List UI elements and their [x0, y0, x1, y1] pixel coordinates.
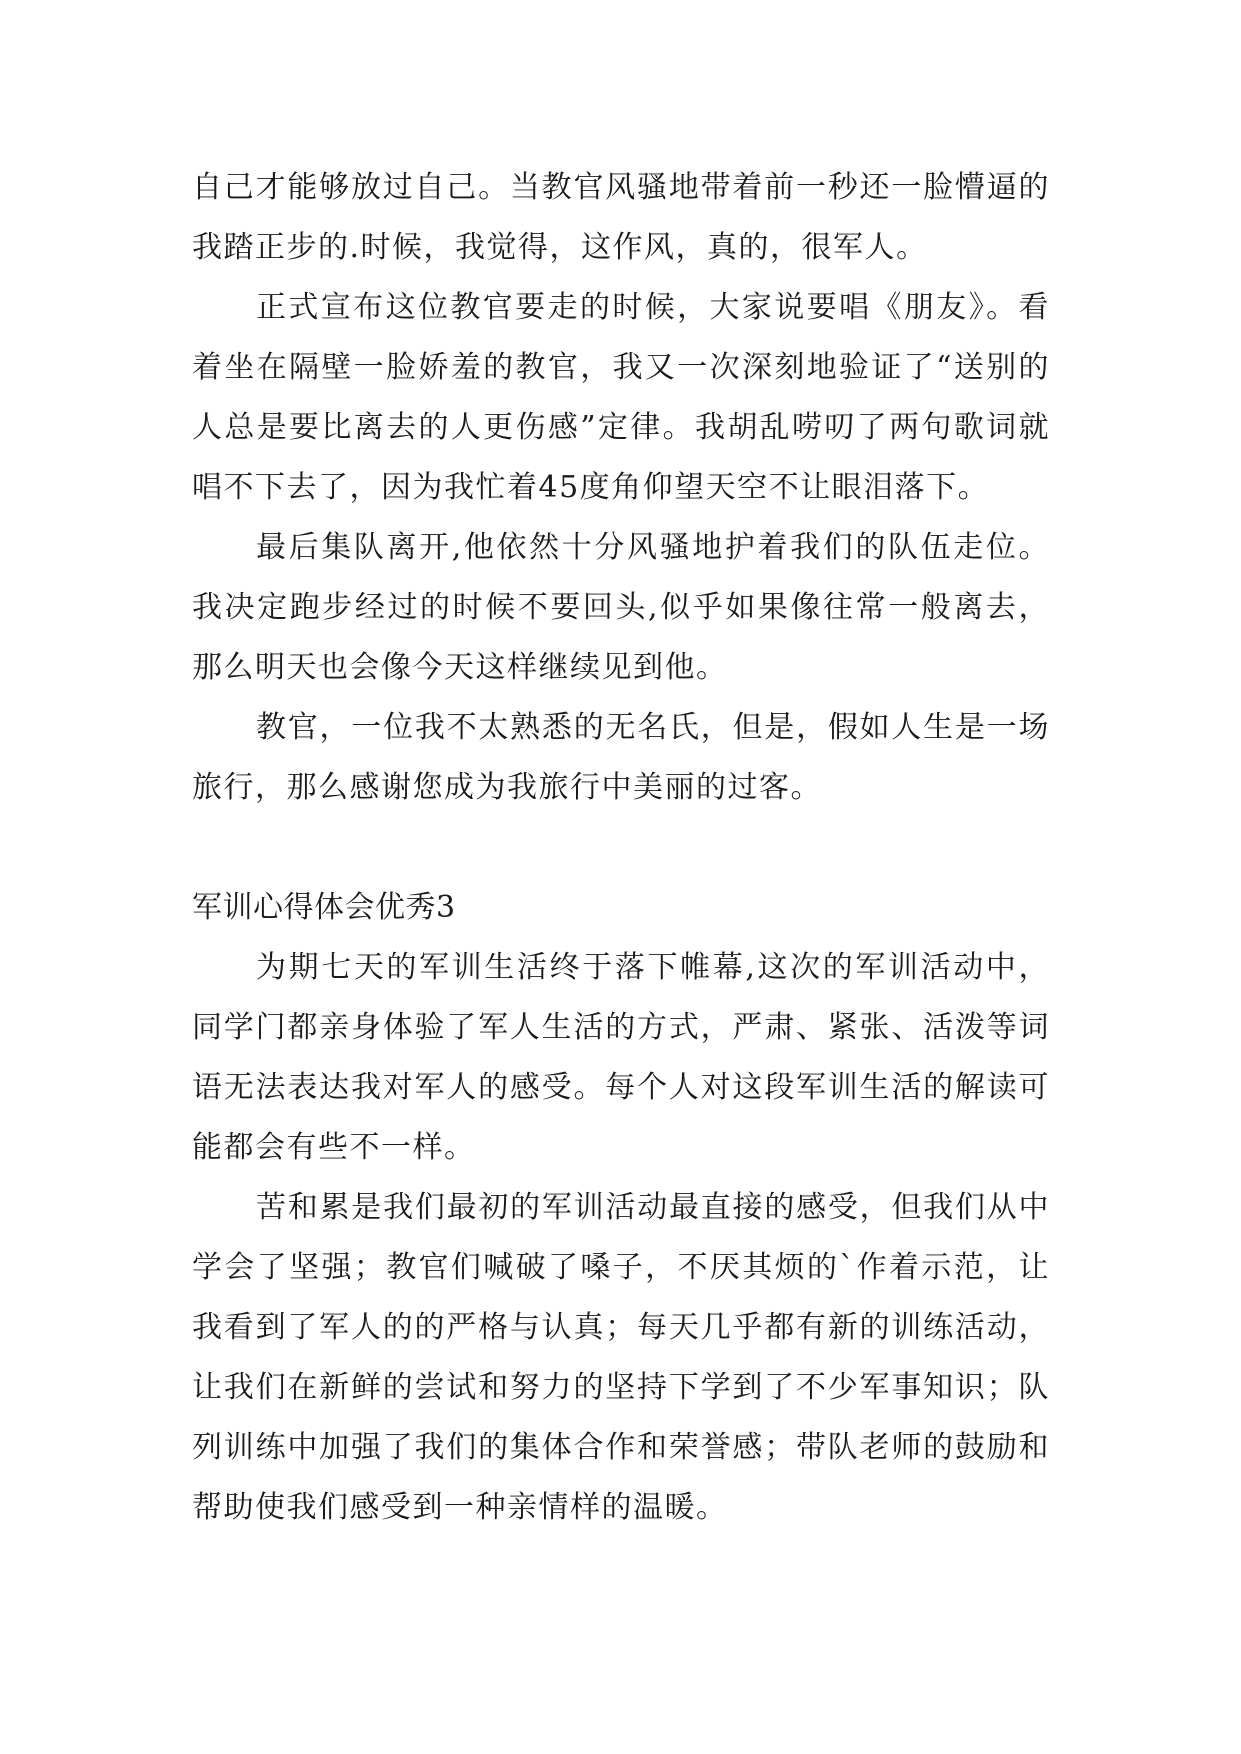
paragraph-continuation: 自己才能够放过自己。当教官风骚地带着前一秒还一脸懵逼的我踏正步的.时候，我觉得，这作风，真的，很军人。: [192, 170, 1050, 265]
paragraph-farewell-song: 正式宣布这位教官要走的时候，大家说要唱《朋友》。看着坐在隔壁一脸娇羞的教官，我又一次深刻地验证了“送别的人总是要比离去的人更伤感”定律。我胡乱唠叨了两句歌词就唱不下去了，因为我忙着45度角仰望天空不让眼泪落下。: [192, 290, 1050, 505]
paragraph-experience: 苦和累是我们最初的军训活动最直接的感受，但我们从中学会了坚强；教官们喊破了嗓子，不厌其烦的`作着示范，让我看到了军人的的严格与认真；每天几乎都有新的训练活动，让我们在新鲜的尝试和努力的坚持下学到了不少军事知识；队列训练中加强了我们的集体合作和荣誉感；带队老师的鼓励和帮助使我们感受到一种亲情样的温暖。: [192, 1190, 1050, 1525]
paragraph-intro: 为期七天的军训生活终于落下帷幕,这次的军训活动中，同学门都亲身体验了军人生活的方式，严肃、紧张、活泼等词语无法表达我对军人的感受。每个人对这段军训生活的解读可能都会有些不一样。: [192, 950, 1050, 1165]
paragraph-leaving: 最后集队离开,他依然十分风骚地护着我们的队伍走位。我决定跑步经过的时候不要回头,似乎如果像往常一般离去，那么明天也会像今天这样继续见到他。: [192, 530, 1050, 685]
document-body: [192, 158, 1050, 1538]
paragraph-thanks: 教官，一位我不太熟悉的无名氏，但是，假如人生是一场旅行，那么感谢您成为我旅行中美丽的过客。: [192, 710, 1050, 805]
section-heading: 军训心得体会优秀3: [192, 890, 456, 925]
